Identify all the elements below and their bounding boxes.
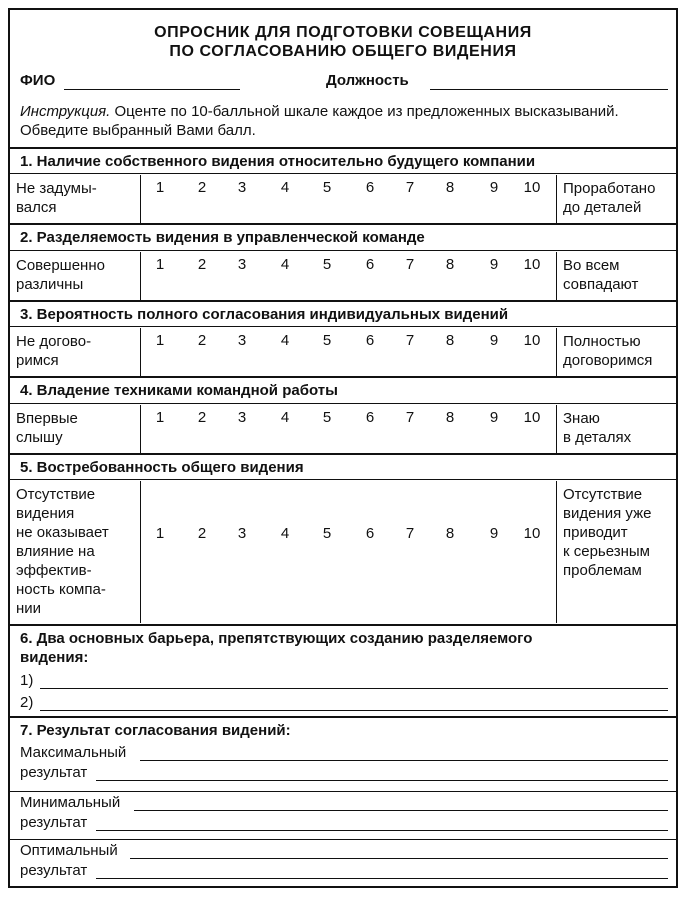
low-anchor-label xyxy=(16,332,91,370)
score-option-8[interactable]: 8 xyxy=(445,256,455,273)
divider xyxy=(10,300,676,302)
score-option-3[interactable]: 3 xyxy=(237,179,247,196)
column-divider xyxy=(556,175,557,225)
low-anchor-line: влияние на xyxy=(16,543,95,560)
fio-field[interactable] xyxy=(64,89,240,90)
fio-label: ФИО xyxy=(20,72,56,89)
score-option-6[interactable]: 6 xyxy=(365,256,375,273)
low-anchor-line: римся xyxy=(16,352,59,369)
score-option-2[interactable]: 2 xyxy=(197,179,207,196)
score-option-6[interactable]: 6 xyxy=(365,525,375,542)
high-anchor-line: приводит xyxy=(563,524,628,541)
result-max-label-2: результат xyxy=(20,764,88,781)
high-anchor-line: Проработано xyxy=(563,180,656,197)
score-option-7[interactable]: 7 xyxy=(405,525,415,542)
result-opt-label-2: результат xyxy=(20,862,88,879)
score-option-4[interactable]: 4 xyxy=(280,525,290,542)
score-option-10[interactable]: 10 xyxy=(523,332,541,349)
score-option-2[interactable]: 2 xyxy=(197,332,207,349)
high-anchor-line: договоримся xyxy=(563,352,653,369)
result-opt-label-1: Оптимальный xyxy=(20,842,118,859)
form-title-line-2: ПО СОГЛАСОВАНИЮ ОБЩЕГО ВИДЕНИЯ xyxy=(169,43,517,60)
score-option-8[interactable]: 8 xyxy=(445,332,455,349)
score-option-4[interactable]: 4 xyxy=(280,179,290,196)
section-6-heading-line-2: видения: xyxy=(20,649,89,666)
score-option-7[interactable]: 7 xyxy=(405,256,415,273)
rating-row-4 xyxy=(10,405,676,455)
result-max-field-1[interactable] xyxy=(140,760,668,761)
position-field[interactable] xyxy=(430,89,668,90)
score-option-7[interactable]: 7 xyxy=(405,179,415,196)
score-option-6[interactable]: 6 xyxy=(365,179,375,196)
column-divider xyxy=(556,252,557,302)
divider xyxy=(10,839,676,840)
score-option-9[interactable]: 9 xyxy=(489,256,499,273)
column-divider xyxy=(556,405,557,455)
section-7-heading: 7. Результат согласования видений: xyxy=(20,722,291,739)
high-anchor-line: видения уже xyxy=(563,505,652,522)
score-option-7[interactable]: 7 xyxy=(405,332,415,349)
low-anchor-line: различны xyxy=(16,276,84,293)
low-anchor-line: эффектив- xyxy=(16,562,92,579)
low-anchor-line: Совершенно xyxy=(16,257,105,274)
high-anchor-line: Во всем xyxy=(563,257,620,274)
divider xyxy=(10,326,676,327)
score-option-3[interactable]: 3 xyxy=(237,256,247,273)
low-anchor-line: ность компа- xyxy=(16,581,106,598)
score-option-10[interactable]: 10 xyxy=(523,179,541,196)
low-anchor-line: слышу xyxy=(16,429,63,446)
column-divider xyxy=(556,481,557,623)
low-anchor-line: видения xyxy=(16,505,75,522)
high-anchor-line: в деталях xyxy=(563,429,632,446)
score-option-10[interactable]: 10 xyxy=(523,409,541,426)
result-opt-field-2[interactable] xyxy=(96,878,668,879)
barrier-2-field[interactable] xyxy=(40,710,668,711)
score-option-2[interactable]: 2 xyxy=(197,525,207,542)
header-row xyxy=(20,72,666,94)
result-opt[interactable] xyxy=(20,842,668,886)
low-anchor-line: Не догово- xyxy=(16,333,92,350)
low-anchor-line: нии xyxy=(16,600,42,617)
score-option-3[interactable]: 3 xyxy=(237,332,247,349)
high-anchor-label xyxy=(563,332,652,370)
divider xyxy=(10,716,676,718)
result-min-field-1[interactable] xyxy=(134,810,668,811)
position-label: Должность xyxy=(326,72,409,89)
score-option-2[interactable]: 2 xyxy=(197,256,207,273)
score-option-9[interactable]: 9 xyxy=(489,409,499,426)
result-max-label-1: Максимальный xyxy=(20,744,127,761)
question-4-heading: 4. Владение техниками командной работы xyxy=(20,382,338,399)
low-anchor-line: Не задумы- xyxy=(16,180,97,197)
barrier-1-field[interactable] xyxy=(40,688,668,689)
score-option-5[interactable]: 5 xyxy=(322,332,332,349)
question-2-heading: 2. Разделяемость видения в управленческой команде xyxy=(20,229,425,246)
score-option-4[interactable]: 4 xyxy=(280,332,290,349)
score-option-6[interactable]: 6 xyxy=(365,409,375,426)
score-option-3[interactable]: 3 xyxy=(237,525,247,542)
result-min-field-2[interactable] xyxy=(96,830,668,831)
low-anchor-line: вался xyxy=(16,199,57,216)
score-option-9[interactable]: 9 xyxy=(489,179,499,196)
questionnaire-form xyxy=(8,8,678,888)
question-5-heading: 5. Востребованность общего видения xyxy=(20,459,304,476)
score-option-8[interactable]: 8 xyxy=(445,179,455,196)
low-anchor-label xyxy=(16,485,109,618)
score-option-1[interactable]: 1 xyxy=(155,525,165,542)
score-option-9[interactable]: 9 xyxy=(489,525,499,542)
score-option-3[interactable]: 3 xyxy=(237,409,247,426)
score-option-5[interactable]: 5 xyxy=(322,409,332,426)
score-option-5[interactable]: 5 xyxy=(322,256,332,273)
high-anchor-line: проблемам xyxy=(563,562,642,579)
instruction-lead: Инструкция. xyxy=(20,103,111,120)
divider xyxy=(10,453,676,455)
divider xyxy=(10,147,676,149)
column-divider xyxy=(140,252,141,302)
score-option-1[interactable]: 1 xyxy=(155,409,165,426)
result-max[interactable] xyxy=(20,744,668,788)
high-anchor-label xyxy=(563,409,631,447)
divider xyxy=(10,403,676,404)
divider xyxy=(10,791,676,792)
high-anchor-label xyxy=(563,485,651,580)
barrier-item-1[interactable] xyxy=(20,672,668,692)
score-option-8[interactable]: 8 xyxy=(445,525,455,542)
low-anchor-line: Впервые xyxy=(16,410,78,427)
section-6-heading-line-1: 6. Два основных барьера, препятствующих созданию разделяемого xyxy=(20,630,533,647)
high-anchor-line: Полностью xyxy=(563,333,641,350)
divider xyxy=(10,250,676,251)
score-option-4[interactable]: 4 xyxy=(280,409,290,426)
high-anchor-label xyxy=(563,179,655,217)
high-anchor-line: Знаю xyxy=(563,410,600,427)
score-option-4[interactable]: 4 xyxy=(280,256,290,273)
divider xyxy=(10,624,676,626)
column-divider xyxy=(140,328,141,378)
rating-row-1 xyxy=(10,175,676,225)
divider xyxy=(10,173,676,174)
column-divider xyxy=(556,328,557,378)
high-anchor-line: к серьезным xyxy=(563,543,650,560)
result-min[interactable] xyxy=(20,794,668,838)
form-title-line-1: ОПРОСНИК ДЛЯ ПОДГОТОВКИ СОВЕЩАНИЯ xyxy=(154,24,532,41)
rating-row-2 xyxy=(10,252,676,302)
high-anchor-line: до деталей xyxy=(563,199,642,216)
result-min-label-1: Минимальный xyxy=(20,794,121,811)
low-anchor-label xyxy=(16,256,105,294)
rating-row-5 xyxy=(10,481,676,623)
instruction-body: Оценте по 10-балльной шкале каждое из предложенных высказываний. Обведите выбранный Вами балл. xyxy=(20,103,619,139)
divider xyxy=(10,479,676,480)
high-anchor-line: совпадают xyxy=(563,276,639,293)
high-anchor-label xyxy=(563,256,638,294)
result-min-label-2: результат xyxy=(20,814,88,831)
score-option-2[interactable]: 2 xyxy=(197,409,207,426)
column-divider xyxy=(140,481,141,623)
score-option-6[interactable]: 6 xyxy=(365,332,375,349)
score-option-8[interactable]: 8 xyxy=(445,409,455,426)
column-divider xyxy=(140,175,141,225)
question-1-heading: 1. Наличие собственного видения относительно будущего компании xyxy=(20,153,536,170)
result-max-field-2[interactable] xyxy=(96,780,668,781)
rating-row-3 xyxy=(10,328,676,378)
question-3-heading: 3. Вероятность полного согласования индивидуальных видений xyxy=(20,306,509,323)
score-option-10[interactable]: 10 xyxy=(523,256,541,273)
barrier-item-label: 1) xyxy=(20,672,34,689)
score-option-5[interactable]: 5 xyxy=(322,525,332,542)
result-opt-field-1[interactable] xyxy=(130,858,668,859)
score-option-9[interactable]: 9 xyxy=(489,332,499,349)
low-anchor-line: Отсутствие xyxy=(16,486,96,503)
divider xyxy=(10,223,676,225)
divider xyxy=(10,376,676,378)
high-anchor-line: Отсутствие xyxy=(563,486,643,503)
low-anchor-label xyxy=(16,179,97,217)
barrier-item-2[interactable] xyxy=(20,694,668,714)
low-anchor-label xyxy=(16,409,78,447)
score-option-1[interactable]: 1 xyxy=(155,256,165,273)
score-option-5[interactable]: 5 xyxy=(322,179,332,196)
score-option-1[interactable]: 1 xyxy=(155,332,165,349)
score-option-1[interactable]: 1 xyxy=(155,179,165,196)
score-option-10[interactable]: 10 xyxy=(523,525,541,542)
instruction-text xyxy=(20,102,660,140)
low-anchor-line: не оказывает xyxy=(16,524,109,541)
column-divider xyxy=(140,405,141,455)
barrier-item-label: 2) xyxy=(20,694,34,711)
score-option-7[interactable]: 7 xyxy=(405,409,415,426)
